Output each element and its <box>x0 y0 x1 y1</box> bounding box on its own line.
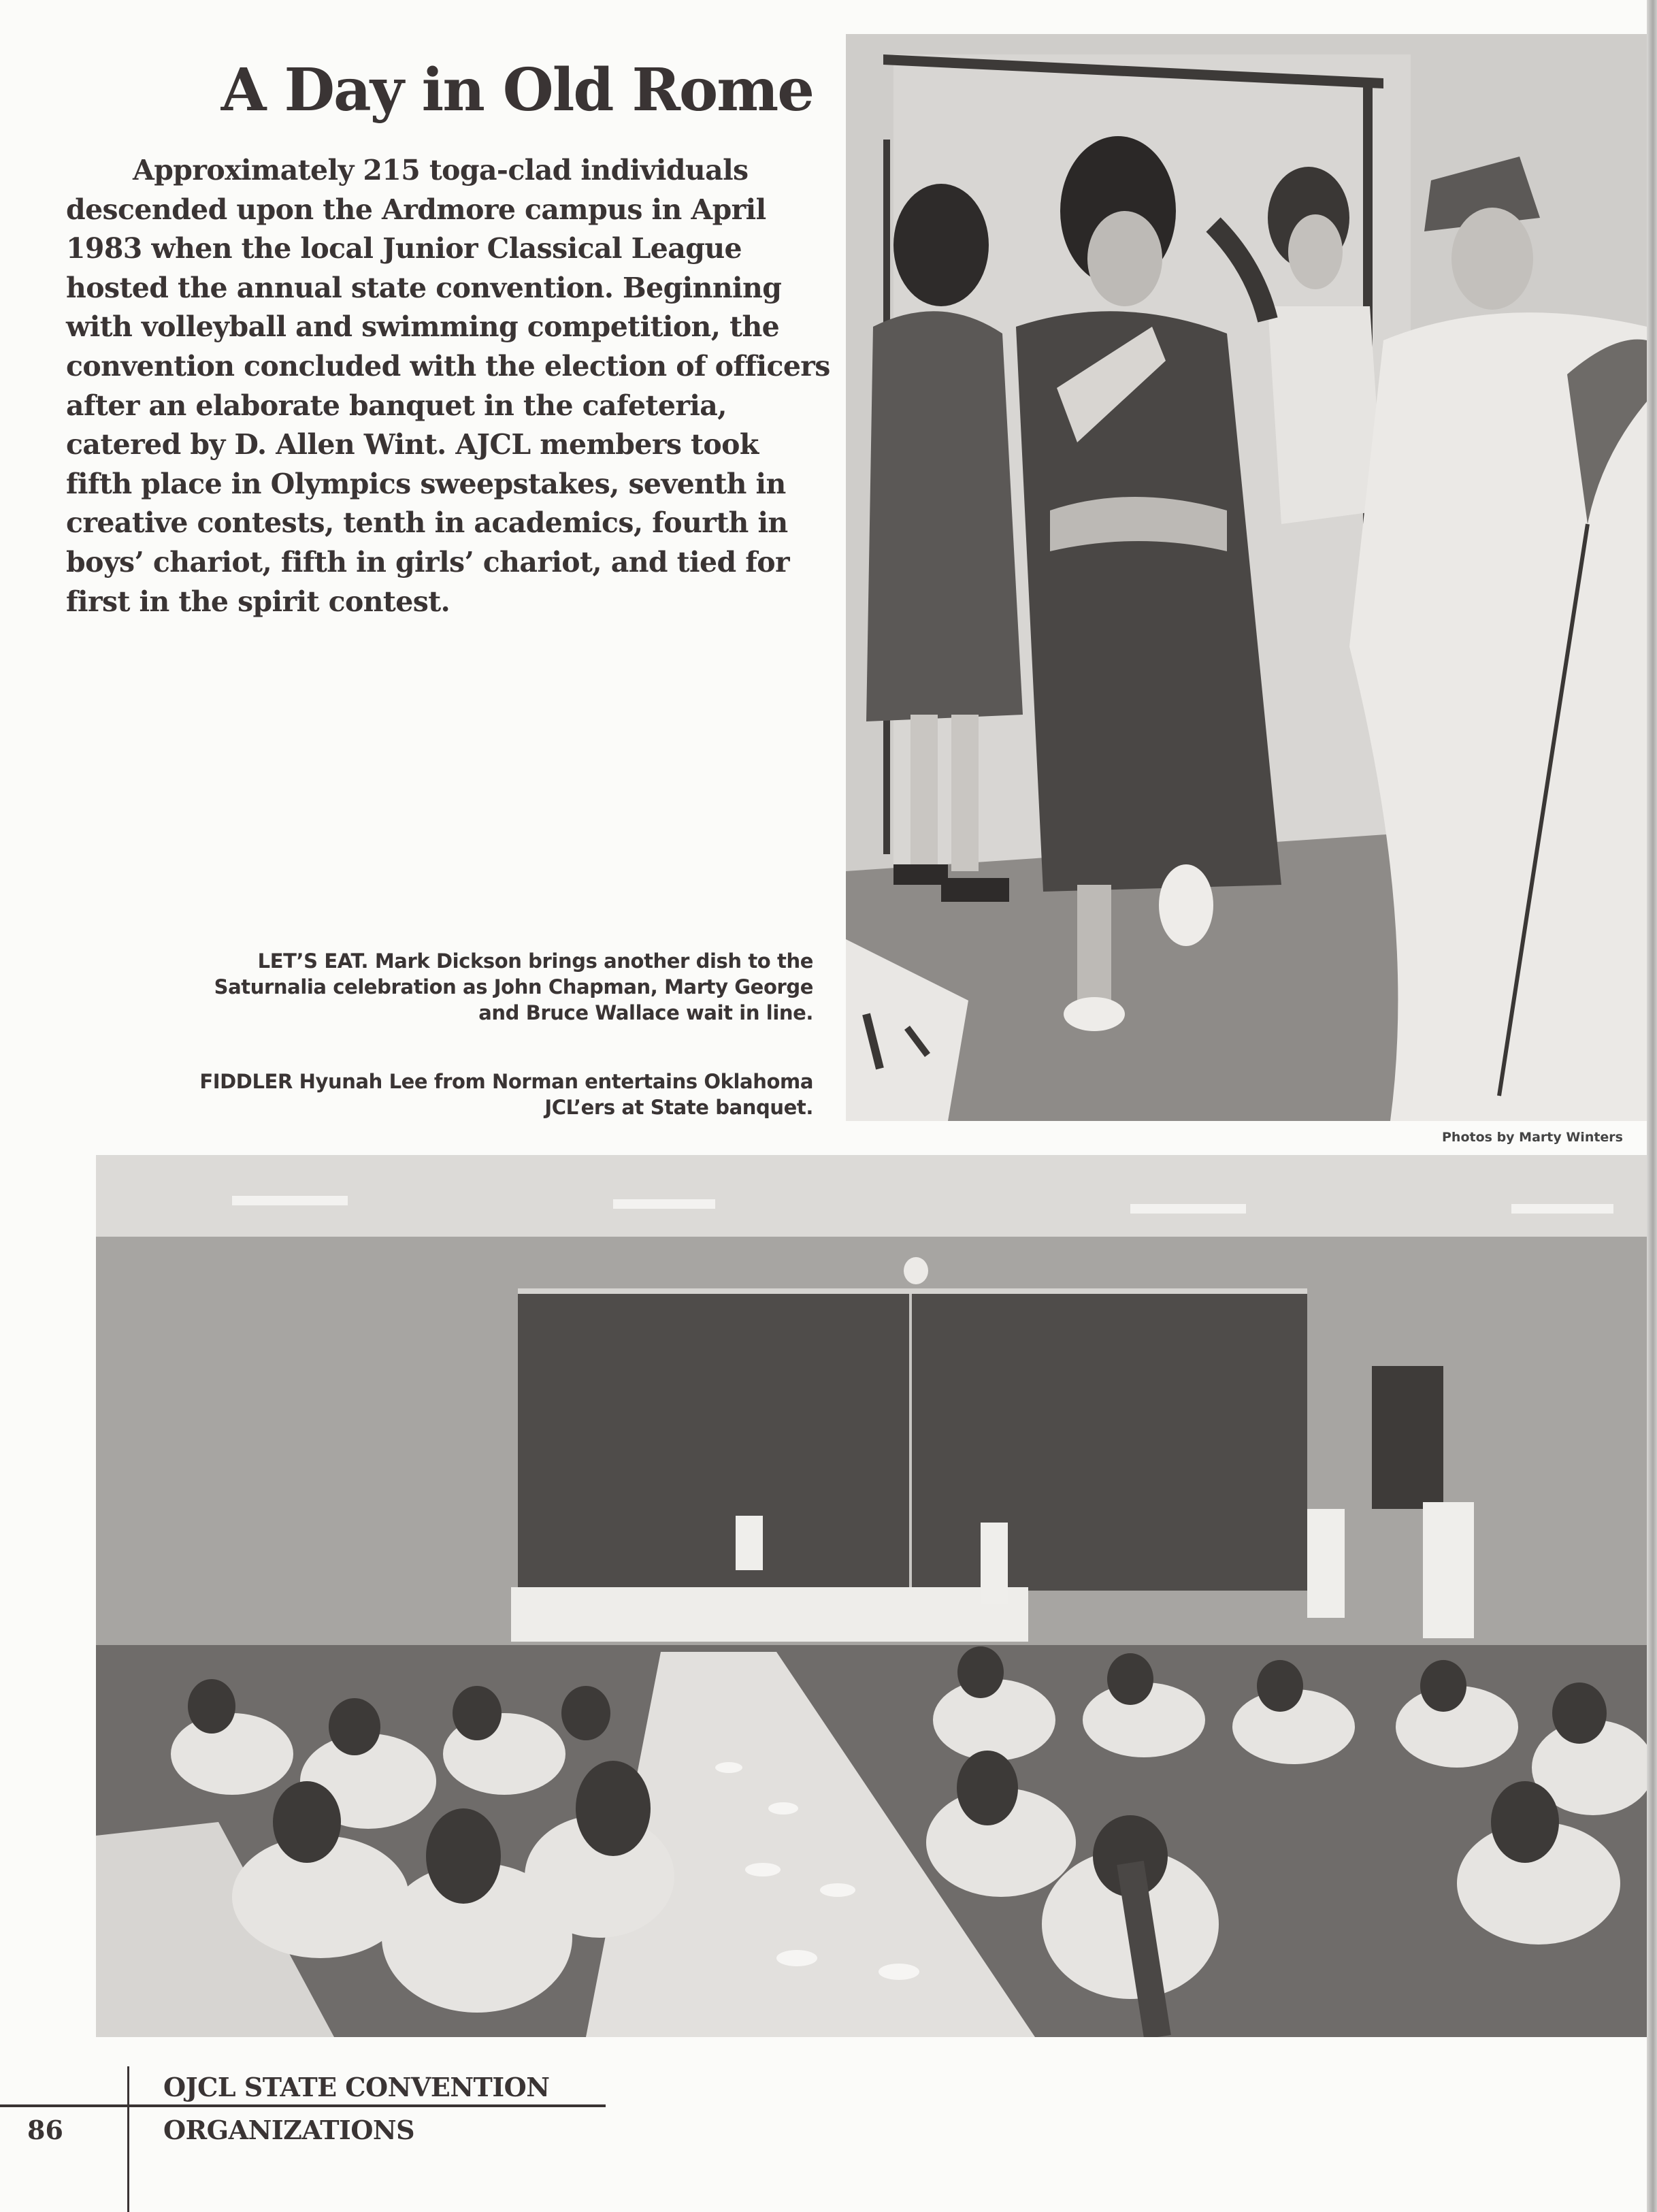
body-line: first in the spirit contest. <box>66 585 450 618</box>
caption-line: JCL’ers at State banquet. <box>544 1096 813 1119</box>
caption-line: FIDDLER Hyunah Lee from Norman entertains Oklahoma <box>199 1070 813 1093</box>
photo-toga-line-image <box>846 34 1647 1121</box>
body-line: convention concluded with the election of officers <box>66 349 830 383</box>
body-line: 1983 when the local Junior Classical League <box>66 232 742 265</box>
article-title: A Day in Old Rome <box>220 56 813 125</box>
body-line: boys’ chariot, fifth in girls’ chariot, and tied for <box>66 545 789 579</box>
footer-section-title: OJCL STATE CONVENTION <box>163 2072 550 2102</box>
caption-line: Saturnalia celebration as John Chapman, Marty George <box>214 975 813 998</box>
page-number: 86 <box>27 2115 63 2145</box>
body-line: descended upon the Ardmore campus in April <box>66 193 766 226</box>
caption-lets-eat <box>102 948 813 1026</box>
footer-category: ORGANIZATIONS <box>163 2115 415 2145</box>
photo-credit: Photos by Marty Winters <box>1442 1130 1623 1145</box>
body-line: hosted the annual state convention. Beginning <box>66 271 782 304</box>
body-line: with volleyball and swimming competition, the <box>66 310 780 344</box>
photo-toga-line <box>846 34 1647 1121</box>
body-line: after an elaborate banquet in the cafeteria, <box>66 389 727 422</box>
body-line: creative contests, tenth in academics, fourth in <box>66 506 788 540</box>
body-line: catered by D. Allen Wint. AJCL members took <box>66 428 759 461</box>
body-line: fifth place in Olympics sweepstakes, seventh in <box>66 467 786 500</box>
footer-divider-horizontal <box>0 2104 606 2107</box>
photo-banquet <box>96 1155 1647 2037</box>
caption-line: LET’S EAT. Mark Dickson brings another dish to the <box>257 949 813 973</box>
article-body <box>66 151 830 621</box>
caption-fiddler <box>102 1069 813 1120</box>
caption-line: and Bruce Wallace wait in line. <box>478 1001 813 1024</box>
footer-divider-vertical <box>127 2066 129 2212</box>
photo-banquet-image <box>96 1155 1647 2037</box>
page-gutter <box>1647 0 1657 2212</box>
body-line: Approximately 215 toga-clad individuals <box>133 154 749 186</box>
